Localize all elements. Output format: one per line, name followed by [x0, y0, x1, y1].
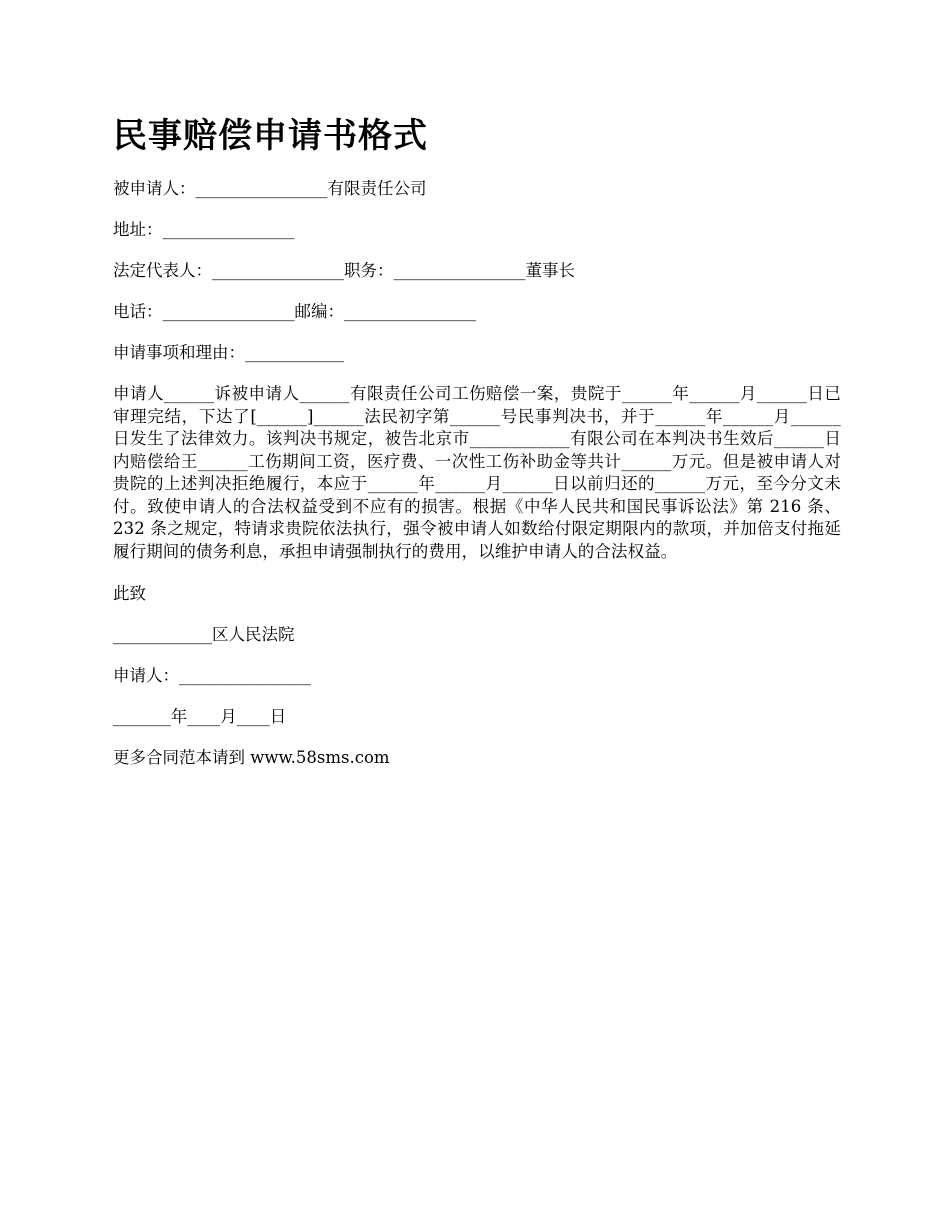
document-page	[113, 112, 841, 788]
salutation-line: 此致	[113, 584, 146, 603]
applicant-signature-line: 申请人：________________	[113, 666, 311, 685]
matters-reasons-line: 申请事项和理由：____________	[113, 343, 344, 362]
body-paragraph: 申请人______诉被申请人______有限责任公司工伤赔偿一案，贵院于______年______月______日已审理完结，下达了[______]______法民初字第______号民事判决书，并于______年______月______日发生了法律效力。该判决书规定，被告北京市____________有限公司在本判决书生效后______日内赔偿给王______工伤期间工资，医疗费、一次性工伤补助金等共计______万元。但是被申请人对贵院的上述判决拒绝履行，本应于______年______月______日以前归还的______万元，至今分文未付。致使申请人的合法权益受到不应有的损害。根据《中华人民共和国民事诉讼法》第 216 条、232 条之规定，特请求贵院依法执行，强令被申请人如数给付限定期限内的款项，并加倍支付拖延履行期间的债务利息，承担申请强制执行的费用，以维护申请人的合法权益。	[113, 384, 841, 561]
address-line: 地址：________________	[113, 220, 295, 239]
date-line: _______年____月____日	[113, 707, 287, 726]
court-line: ____________区人民法院	[113, 625, 295, 644]
document-title: 民事赔偿申请书格式	[113, 116, 428, 156]
legal-representative-line: 法定代表人：________________职务：________________董事长	[113, 261, 575, 280]
respondent-line: 被申请人：________________有限责任公司	[113, 179, 427, 198]
footer-line: 更多合同范本请到 www.58sms.com	[113, 748, 390, 767]
phone-postcode-line: 电话：________________邮编：________________	[113, 302, 476, 321]
